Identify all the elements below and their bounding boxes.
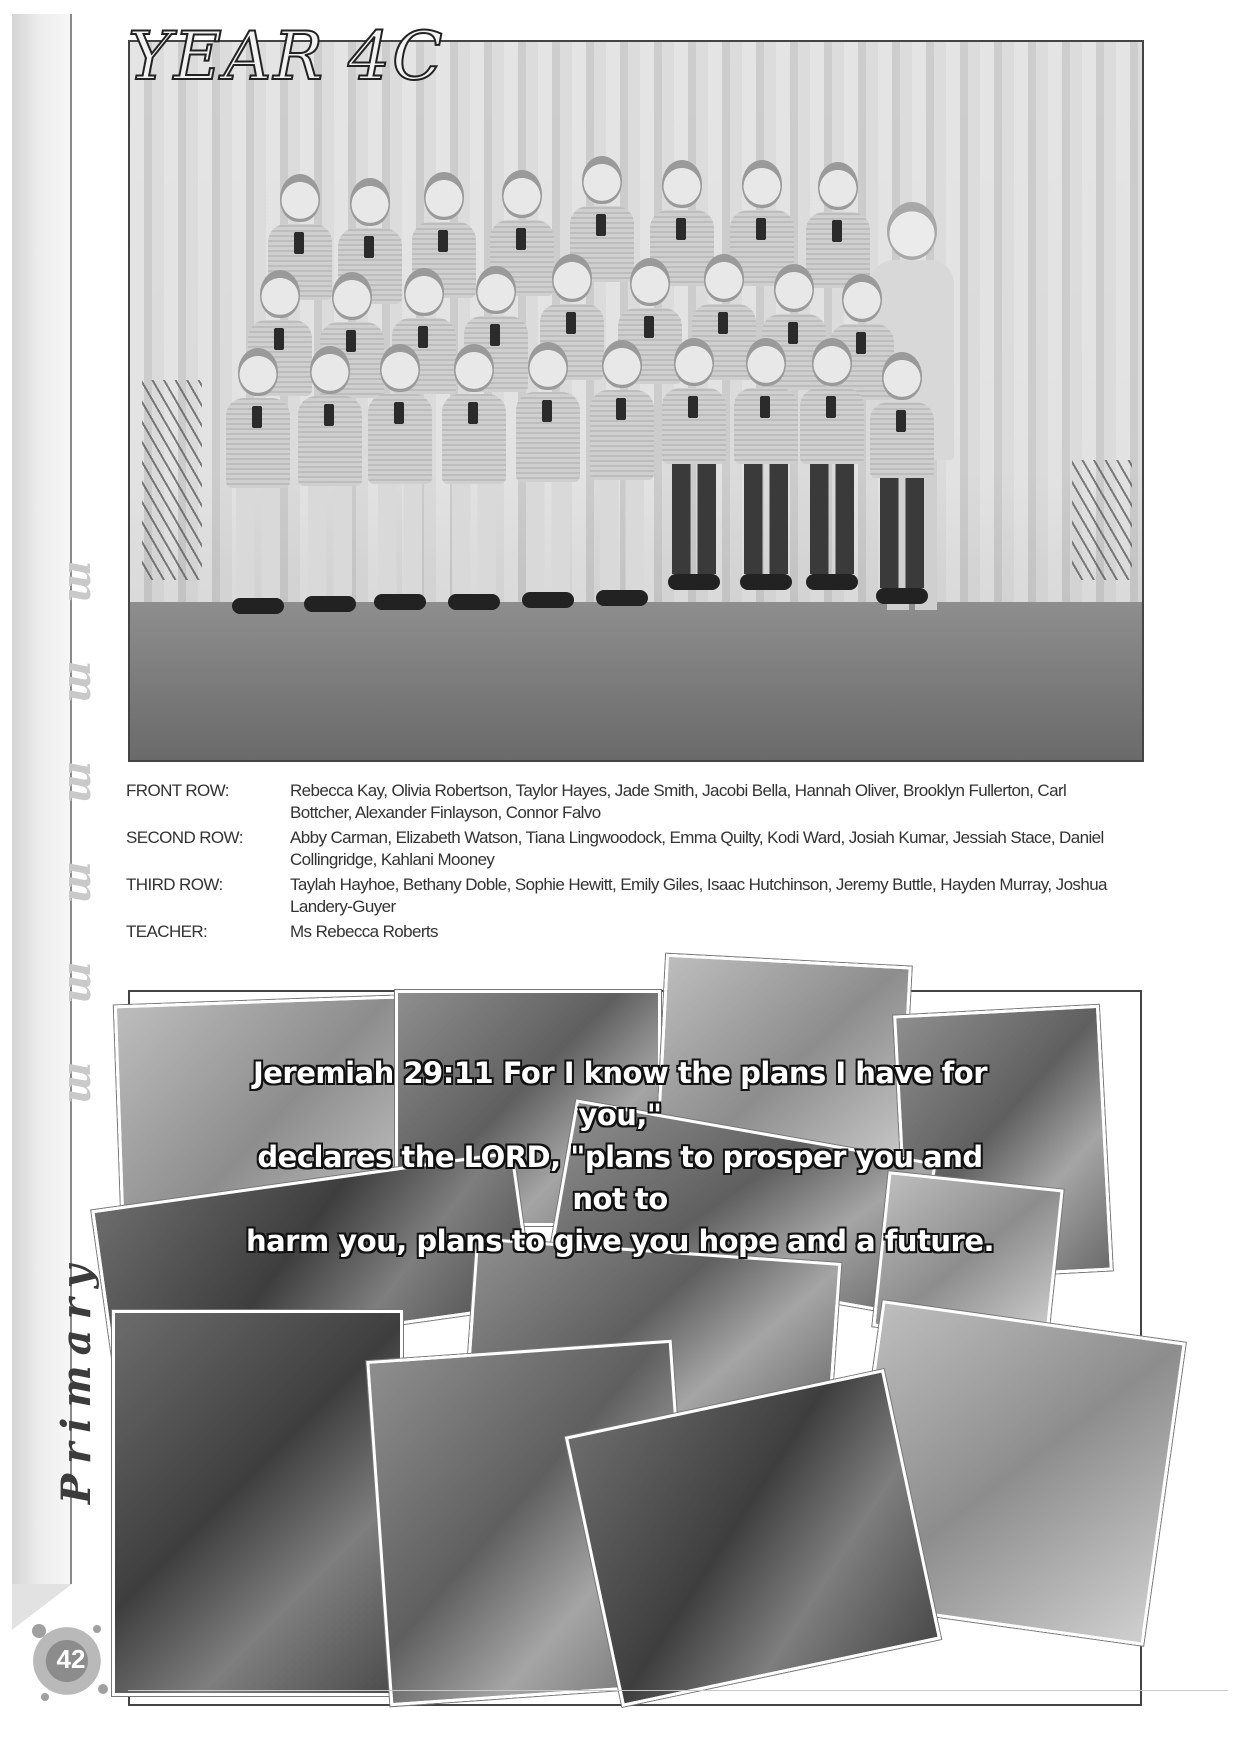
student-figure [590, 340, 654, 606]
caption-row [126, 874, 1126, 918]
verse-line: Jeremiah 29:11 For I know the plans I have for you," [252, 1056, 988, 1132]
plant-right [1072, 460, 1132, 580]
plant-left [142, 380, 202, 580]
caption-label: FRONT ROW: [126, 781, 229, 800]
caption-names: Abby Carman, Elizabeth Watson, Tiana Lingwoodock, Emma Quilty, Kodi Ward, Josiah Kumar, Jessiah Stace, Daniel Collingridge, Kahlani Mooney [290, 828, 1104, 869]
caption-names: Ms Rebecca Roberts [290, 922, 438, 941]
photo-captions [126, 780, 1126, 946]
verse-line: declares the LORD, "plans to prosper you and not to [257, 1140, 983, 1216]
caption-row [126, 827, 1126, 871]
page-title: YEAR 4C [128, 18, 445, 95]
scripture-verse [240, 1052, 1000, 1262]
student-figure [516, 342, 580, 608]
side-banner-label: Primary [53, 1255, 100, 1504]
caption-label: THIRD ROW: [126, 875, 223, 894]
page-number: 42 [56, 1644, 86, 1674]
student-figure [800, 338, 864, 590]
side-banner-decoration: ɯ ɯ ɯ ɯ ɯ ɯ [53, 538, 100, 1104]
caption-names: Taylah Hayhoe, Bethany Doble, Sophie Hewitt, Emily Giles, Isaac Hutchinson, Jeremy Buttle, Hayden Murray, Joshua Landery-Guyer [290, 875, 1107, 916]
side-banner [12, 14, 100, 1584]
caption-row [126, 780, 1126, 824]
student-figure [870, 352, 934, 604]
collage-photo [112, 1310, 403, 1696]
caption-row [126, 921, 1126, 943]
verse-line: harm you, plans to give you hope and a future. [245, 1224, 995, 1258]
footer-rule [128, 1690, 1228, 1691]
caption-label: TEACHER: [126, 922, 208, 941]
student-figure [226, 348, 290, 614]
student-figure [368, 344, 432, 610]
student-figure [734, 338, 798, 590]
caption-label: SECOND ROW: [126, 828, 243, 847]
caption-names: Rebecca Kay, Olivia Robertson, Taylor Hayes, Jade Smith, Jacobi Bella, Hannah Oliver, Brooklyn Fullerton, Carl Bottcher, Alexander Finlayson, Connor Falvo [290, 781, 1067, 822]
class-photo [128, 40, 1144, 762]
student-figure [662, 338, 726, 590]
floor [130, 602, 1142, 760]
student-figure [442, 344, 506, 610]
page-number-badge [30, 1620, 112, 1702]
student-figure [298, 346, 362, 612]
